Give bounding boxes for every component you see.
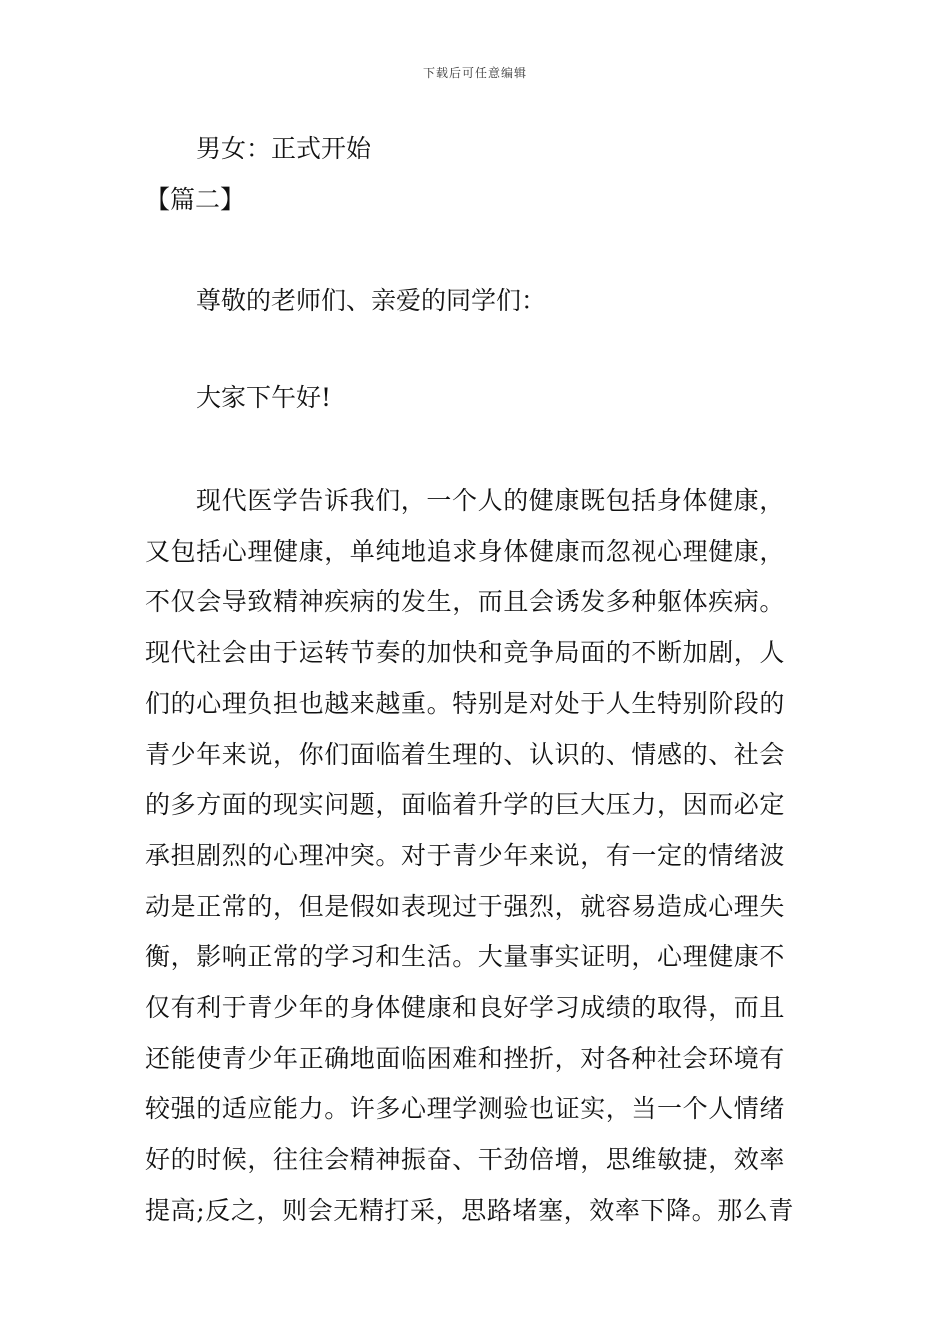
paragraph-line: 承担剧烈的心理冲突。对于青少年来说，有一定的情绪波 bbox=[145, 840, 786, 870]
paragraph-line: 还能使青少年正确地面临困难和挫折，对各种社会环境有 bbox=[145, 1043, 786, 1073]
section-label: 【篇二】 bbox=[145, 185, 246, 214]
body-paragraph bbox=[145, 476, 810, 1237]
paragraph-line: 较强的适应能力。许多心理学测验也证实，当一个人情绪 bbox=[145, 1094, 786, 1124]
paragraph-line: 动是正常的，但是假如表现过于强烈，就容易造成心理失 bbox=[145, 891, 786, 921]
paragraph-line: 现代医学告诉我们，一个人的健康既包括身体健康， bbox=[196, 486, 785, 515]
greeting-line: 大家下午好! bbox=[196, 383, 332, 412]
paragraph-line: 好的时候，往往会精神振奋、干劲倍增，思维敏捷，效率 bbox=[145, 1145, 786, 1175]
paragraph-line: 不仅会导致精神疾病的发生，而且会诱发多种躯体疾病。 bbox=[145, 587, 786, 617]
page-header-note: 下载后可任意编辑 bbox=[422, 66, 527, 80]
paragraph-line: 的多方面的现实问题，面临着升学的巨大压力，因而必定 bbox=[145, 790, 786, 820]
paragraph-line: 现代社会由于运转节奏的加快和竞争局面的不断加剧，人 bbox=[145, 638, 786, 668]
paragraph-line: 衡，影响正常的学习和生活。大量事实证明，心理健康不 bbox=[145, 942, 786, 972]
paragraph-line: 仅有利于青少年的身体健康和良好学习成绩的取得，而且 bbox=[145, 993, 786, 1023]
salutation-line: 尊敬的老师们、亲爱的同学们： bbox=[196, 286, 547, 315]
paragraph-line: 提高;反之，则会无精打采，思路堵塞，效率下降。那么青 bbox=[145, 1195, 795, 1225]
paragraph-line: 又包括心理健康，单纯地追求身体健康而忽视心理健康， bbox=[145, 536, 786, 566]
paragraph-line: 青少年来说，你们面临着生理的、认识的、情感的、社会 bbox=[145, 739, 786, 769]
closing-line: 男女：正式开始 bbox=[196, 134, 372, 163]
paragraph-line: 们的心理负担也越来越重。特别是对处于人生特别阶段的 bbox=[145, 688, 786, 718]
